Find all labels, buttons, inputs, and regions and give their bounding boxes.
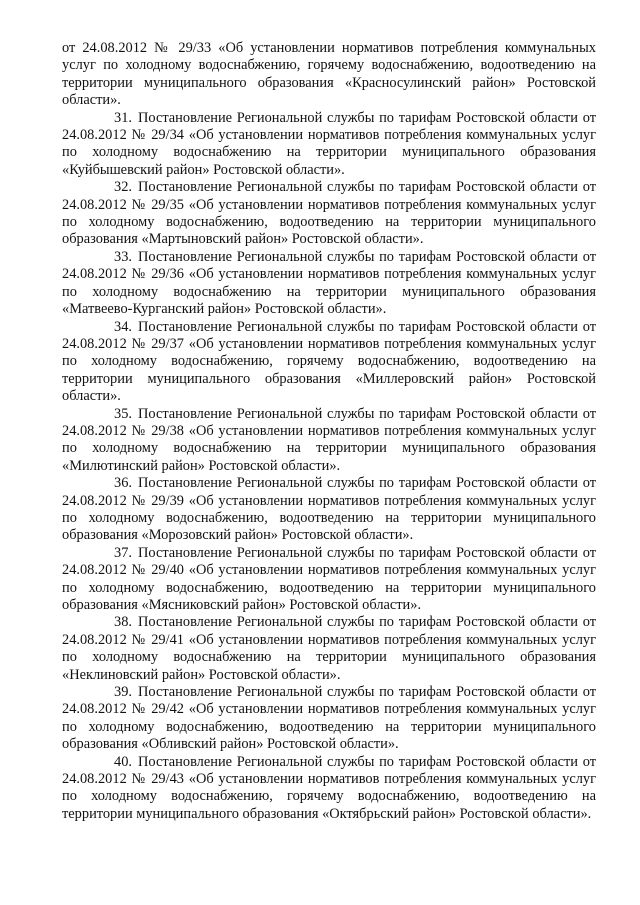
item-text: Постановление Региональной службы по тарифам Ростовской области от 24.08.2012 № 29/38 «Об установлении нормативов потребления коммунальных услуг по холодному водоснабжению на территории муниципального образования «Милютинский район» Ростовской области». [62, 405, 596, 474]
item-text: Постановление Региональной службы по тарифам Ростовской области от 24.08.2012 № 29/42 «Об установлении нормативов потребления коммунальных услуг по холодному водоснабжению, водоотведению на территории муниципального образования «Обливский район» Ростовской области». [62, 684, 596, 753]
item-text: Постановление Региональной службы по тарифам Ростовской области от 24.08.2012 № 29/41 «Об установлении нормативов потребления коммунальных услуг по холодному водоснабжению на территории муниципального образования «Неклиновский район» Ростовской области». [62, 614, 596, 683]
item-text: Постановление Региональной службы по тарифам Ростовской области от 24.08.2012 № 29/37 «Об установлении нормативов потребления коммунальных услуг по холодному водоснабжению, горячему водоснабжению, водоотведению на территории муниципального образования «Миллеровский район» Ростовской области». [62, 318, 596, 405]
list-item-37 [62, 545, 596, 615]
list-item-33 [62, 249, 596, 319]
item-number: 40. [114, 753, 132, 770]
list-item-35 [62, 406, 596, 476]
item-number: 38. [114, 614, 132, 631]
item-text: Постановление Региональной службы по тарифам Ростовской области от 24.08.2012 № 29/43 «Об установлении нормативов потребления коммунальных услуг по холодному водоснабжению, горячему водоснабжению, водоотведению на территории муниципального образования «Октябрьский район» Ростовской области». [62, 753, 596, 822]
item-number: 33. [114, 248, 132, 265]
item-text: Постановление Региональной службы по тарифам Ростовской области от 24.08.2012 № 29/34 «Об установлении нормативов потребления коммунальных услуг по холодному водоснабжению на территории муниципального образования «Куйбышевский район» Ростовской области». [62, 109, 596, 178]
list-item-38 [62, 614, 596, 684]
document-page [62, 40, 596, 823]
item-number: 34. [114, 318, 132, 335]
item-text: Постановление Региональной службы по тарифам Ростовской области от 24.08.2012 № 29/35 «Об установлении нормативов потребления коммунальных услуг по холодному водоснабжению, водоотведению на территории муниципального образования «Мартыновский район» Ростовской области». [62, 179, 596, 248]
list-item-40 [62, 754, 596, 824]
list-item-39 [62, 684, 596, 754]
item-number: 31. [114, 109, 132, 126]
item-number: 32. [114, 179, 132, 196]
list-item-34 [62, 319, 596, 406]
item-number: 36. [114, 475, 132, 492]
item-text: Постановление Региональной службы по тарифам Ростовской области от 24.08.2012 № 29/40 «Об установлении нормативов потребления коммунальных услуг по холодному водоснабжению, водоотведению на территории муниципального образования «Мясниковский район» Ростовской области». [62, 544, 596, 613]
item-text: Постановление Региональной службы по тарифам Ростовской области от 24.08.2012 № 29/36 «Об установлении нормативов потребления коммунальных услуг по холодному водоснабжению на территории муниципального образования «Матвеево-Курганский район» Ростовской области». [62, 248, 596, 318]
item-number: 39. [114, 684, 132, 701]
item-text: Постановление Региональной службы по тарифам Ростовской области от 24.08.2012 № 29/39 «Об установлении нормативов потребления коммунальных услуг по холодному водоснабжению, водоотведению на территории муниципального образования «Морозовский район» Ростовской области». [62, 475, 596, 544]
item-number: 35. [114, 405, 132, 422]
list-item-32 [62, 179, 596, 249]
item-number: 37. [114, 544, 132, 561]
continuation-paragraph: от 24.08.2012 № 29/33 «Об установлении нормативов потребления коммунальных услуг по холодному водоснабжению, горячему водоснабжению, водоотведению на территории муниципального образования «Красносулинский район» Ростовской области». [62, 40, 596, 109]
list-item-31 [62, 110, 596, 180]
list-item-36 [62, 475, 596, 545]
